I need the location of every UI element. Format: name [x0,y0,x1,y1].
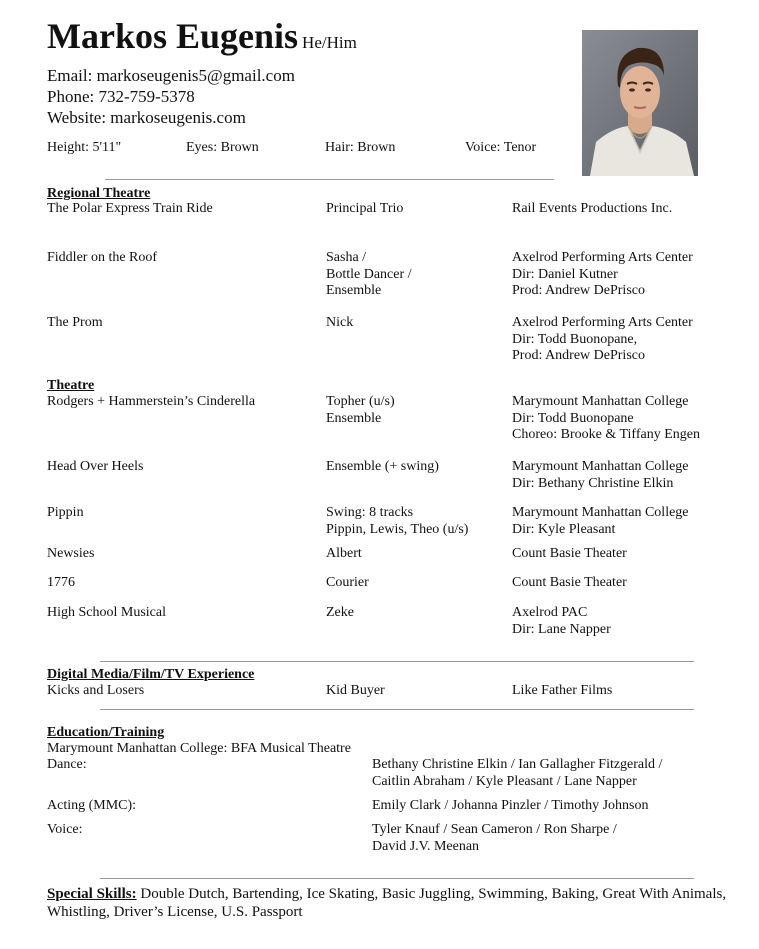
education-divider [100,878,694,879]
credit-title-line: Pippin [47,505,84,520]
credit-company-line: Dir: Todd Buonopane, [512,331,638,347]
credit-company-line: Dir: Bethany Christine Elkin [512,475,674,491]
credit-role [326,250,412,300]
credit-company-line: Marymount Manhattan College [512,394,689,409]
credit-company [512,394,700,444]
training-teachers-line: Bethany Christine Elkin / Ian Gallagher Fitzgerald / [372,757,663,772]
training-teachers [372,757,662,790]
credit-role [326,505,468,538]
resume-name [47,14,357,65]
credit-company-line: Marymount Manhattan College [512,505,689,520]
digital-media-heading: Digital Media/Film/TV Experience [47,667,255,682]
credit-role-line: Nick [326,315,354,330]
credit-role-line: Pippin, Lewis, Theo (u/s) [326,521,469,537]
training-label [47,757,87,774]
credit-company-line: Dir: Kyle Pleasant [512,521,616,537]
credit-role-line: Zeke [326,605,354,620]
credit-role [326,394,395,427]
website-line: Website: markoseugenis.com [47,108,246,127]
credit-company-line: Prod: Andrew DePrisco [512,283,645,298]
hair-stat: Hair: Brown [325,140,396,155]
credit-company-line: Dir: Daniel Kutner [512,266,618,282]
credit-role [326,546,362,563]
credit-company-line: Axelrod Performing Arts Center [512,315,693,330]
credit-title [47,201,213,218]
header-divider [105,179,554,180]
headshot-photo [582,30,698,176]
credit-title-line: 1776 [47,575,75,590]
credit-company [512,575,627,592]
credit-company-line: Like Father Films [512,683,613,698]
credit-role [326,683,385,700]
credit-role-line: Courier [326,575,369,590]
credit-title [47,683,144,700]
theatre-divider [100,661,694,662]
credit-role-line: Albert [326,546,362,561]
credit-title-line: Rodgers + Hammerstein’s Cinderella [47,394,256,409]
training-label [47,822,83,839]
training-teachers [372,798,649,815]
credit-company [512,546,627,563]
credit-title [47,546,94,563]
eyes-stat: Eyes: Brown [186,140,259,155]
credit-title [47,605,166,622]
credit-title [47,394,255,411]
credit-role-line: Topher (u/s) [326,394,395,409]
credit-company-line: Count Basie Theater [512,575,627,590]
regional-theatre-heading: Regional Theatre [47,186,151,201]
credit-title-line: Kicks and Losers [47,683,145,698]
training-label-line: Acting (MMC): [47,798,137,813]
credit-company-line: Axelrod Performing Arts Center [512,250,693,265]
credit-company-line: Prod: Andrew DePrisco [512,348,645,363]
training-label [47,798,136,815]
credit-title-line: Head Over Heels [47,459,144,474]
name-text: Markos Eugenis [47,16,299,56]
education-heading: Education/Training [47,725,165,740]
credit-role-line: Kid Buyer [326,683,385,698]
digital-divider [100,709,694,710]
credit-role-line: Ensemble (+ swing) [326,459,439,474]
credit-role-line: Swing: 8 tracks [326,505,414,520]
headshot-illustration [582,30,698,176]
voice-stat: Voice: Tenor [465,140,537,155]
credit-company-line: Count Basie Theater [512,546,627,561]
credit-title [47,575,75,592]
training-label-line: Voice: [47,822,83,837]
credit-role-line: Sasha / [326,250,367,265]
credit-company-line: Marymount Manhattan College [512,459,689,474]
training-teachers [372,822,617,855]
credit-company [512,315,693,365]
credit-title [47,505,84,522]
credit-title [47,250,157,267]
credit-title-line: High School Musical [47,605,166,620]
training-teachers-line: Emily Clark / Johanna Pinzler / Timothy Johnson [372,798,649,813]
credit-role-line: Ensemble [326,410,382,426]
credit-company-line: Dir: Todd Buonopane [512,410,634,426]
credit-company-line: Rail Events Productions Inc. [512,201,673,216]
email-line: Email: markoseugenis5@gmail.com [47,66,295,85]
credit-company-line: Axelrod PAC [512,605,588,620]
credit-role-line: Ensemble [326,283,382,298]
credit-title-line: Fiddler on the Roof [47,250,158,265]
credit-role [326,315,353,332]
credit-company [512,505,689,538]
pronouns: He/Him [302,33,357,52]
training-label-line: Dance: [47,757,87,772]
credit-company-line: Choreo: Brooke & Tiffany Engen [512,427,700,442]
credit-company [512,201,672,218]
credit-title [47,315,103,332]
height-stat: Height: 5'11" [47,140,122,155]
credit-company [512,250,693,300]
credit-title-line: Newsies [47,546,95,561]
credit-role [326,201,403,218]
credit-company [512,605,611,638]
training-teachers-line: Tyler Knauf / Sean Cameron / Ron Sharpe / [372,822,617,837]
special-skills-label: Special Skills: [47,886,137,902]
credit-role [326,575,369,592]
credit-title [47,459,143,476]
credit-company-line: Dir: Lane Napper [512,621,611,637]
credit-role-line: Bottle Dancer / [326,266,412,282]
training-teachers-line: David J.V. Meenan [372,838,480,854]
credit-company [512,459,689,492]
credit-title-line: The Prom [47,315,103,330]
theatre-heading: Theatre [47,378,95,393]
special-skills [47,885,727,921]
credit-role [326,605,354,622]
phone-line: Phone: 732-759-5378 [47,87,195,106]
credit-role-line: Principal Trio [326,201,404,216]
school-line: Marymount Manhattan College: BFA Musical Theatre [47,741,351,756]
credit-title-line: The Polar Express Train Ride [47,201,213,216]
training-teachers-line: Caitlin Abraham / Kyle Pleasant / Lane Napper [372,773,637,789]
credit-role [326,459,439,476]
credit-company [512,683,612,700]
special-skills-text: Double Dutch, Bartending, Ice Skating, Basic Juggling, Swimming, Baking, Great With Animals, Whistling, Driver’s License, U.S. Passport [47,886,727,920]
